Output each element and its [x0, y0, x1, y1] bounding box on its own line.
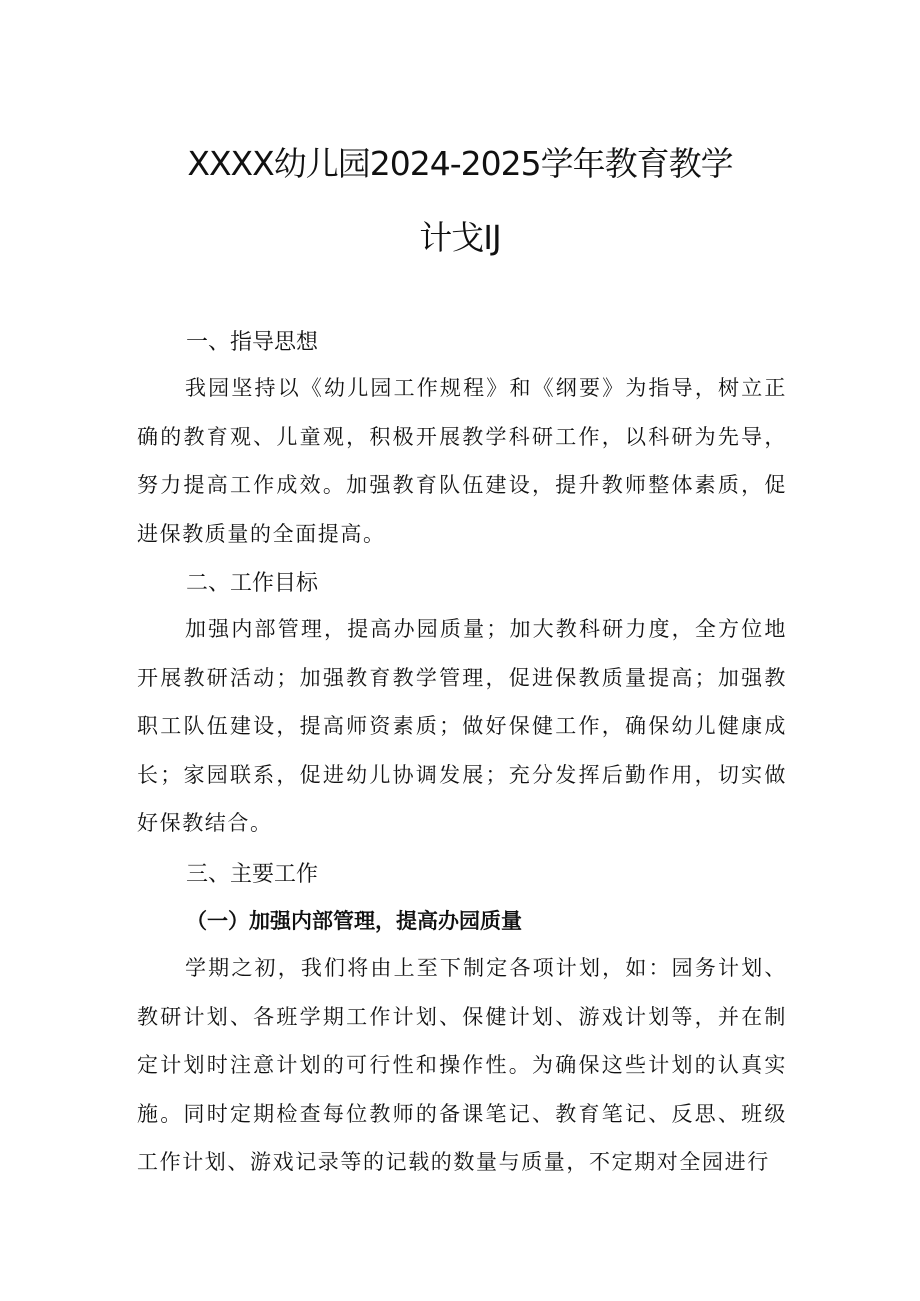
section-heading-main-work: 三、主要工作: [186, 862, 319, 887]
section-heading-guiding-ideology: 一、指导思想: [186, 330, 319, 355]
subsection-heading-internal-management: （一）加强内部管理，提高办园质量: [186, 908, 522, 933]
document-title-line-1: XXXX幼儿园2024-2025学年教育教学: [187, 144, 733, 183]
section-paragraph-main-work: 学期之初，我们将由上至下制定各项计划，如：园务计划、教研计划、各班学期工作计划、保健计划、游戏计划等，并在制定计划时注意计划的可行性和操作性。为确保这些计划的认真实施。同时定期检查每位教师的备课笔记、教育笔记、反思、班级工作计划、游戏记录等的记载的数量与质量，不定期对全园进行: [137, 956, 787, 1174]
section-paragraph-work-goals: 加强内部管理，提高办园质量；加大教科研力度，全方位地开展教研活动；加强教育教学管理，促进保教质量提高；加强教职工队伍建设，提高师资素质；做好保健工作，确保幼儿健康成长；家园联系，促进幼儿协调发展；充分发挥后勤作用，切实做好保教结合。: [137, 617, 787, 835]
document-title-line-2: 计戈IJ: [419, 218, 501, 257]
section-heading-work-goals: 二、工作目标: [186, 571, 319, 596]
section-paragraph-guiding-ideology: 我园坚持以《幼儿园工作规程》和《纲要》为指导，树立正确的教育观、儿童观，积极开展教学科研工作，以科研为先导，努力提高工作成效。加强教育队伍建设，提升教师整体素质，促进保教质量的全面提高。: [137, 376, 787, 546]
